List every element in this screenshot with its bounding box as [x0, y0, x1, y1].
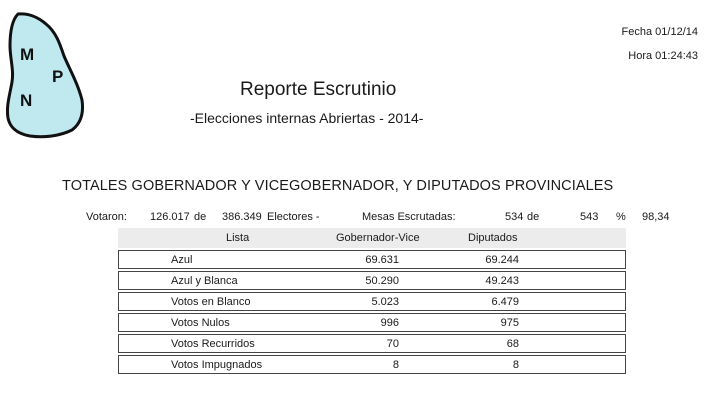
table-row [118, 250, 626, 269]
gobernador-cell: 70 [386, 338, 399, 350]
percent-symbol: % [616, 211, 626, 223]
diputados-cell: 975 [500, 317, 519, 329]
province-map-icon [4, 10, 86, 140]
lista-cell: Votos en Blanco [171, 296, 251, 308]
logo-shape [7, 14, 82, 137]
votaron-value: 126.017 [150, 211, 190, 223]
electores-label: Electores - [267, 211, 320, 223]
mpn-logo [4, 10, 86, 140]
percent-value: 98,34 [642, 211, 670, 223]
table-row [118, 334, 626, 353]
logo-letter-n: N [20, 91, 33, 110]
page-title: Reporte Escrutinio [240, 79, 397, 100]
diputados-cell: 49.243 [485, 275, 519, 287]
mesas-label: Mesas Escrutadas: [362, 211, 456, 223]
column-header-gobernador: Gobernador-Vice [336, 232, 420, 244]
electores-total-value: 386.349 [222, 211, 262, 223]
gobernador-cell: 50.290 [365, 275, 399, 287]
report-date: Fecha 01/12/14 [621, 26, 698, 38]
table-row [118, 355, 626, 374]
de-label: de [194, 211, 207, 223]
column-header-diputados: Diputados [468, 232, 518, 244]
diputados-cell: 6.479 [491, 296, 519, 308]
column-header-lista: Lista [226, 232, 250, 244]
table-header [118, 228, 626, 248]
diputados-cell: 8 [512, 359, 519, 371]
table-row [118, 271, 626, 290]
gobernador-cell: 69.631 [365, 254, 399, 266]
lista-cell: Votos Recurridos [171, 338, 255, 350]
mesas-value: 534 [505, 211, 524, 223]
gobernador-cell: 996 [380, 317, 399, 329]
diputados-cell: 69.244 [485, 254, 519, 266]
diputados-cell: 68 [506, 338, 519, 350]
logo-letter-p: P [52, 67, 64, 86]
lista-cell: Azul [171, 254, 193, 266]
section-title: TOTALES GOBERNADOR Y VICEGOBERNADOR, Y DIPUTADOS PROVINCIALES [62, 178, 614, 194]
table-row [118, 292, 626, 311]
table-row [118, 313, 626, 332]
votaron-label: Votaron: [86, 211, 127, 223]
page-subtitle: -Elecciones internas Abriertas - 2014- [190, 110, 424, 126]
mesas-total-value: 543 [580, 211, 599, 223]
lista-cell: Votos Nulos [171, 317, 230, 329]
gobernador-cell: 5.023 [371, 296, 399, 308]
logo-letter-m: M [20, 45, 35, 64]
lista-cell: Azul y Blanca [171, 275, 238, 287]
gobernador-cell: 8 [392, 359, 399, 371]
lista-cell: Votos Impugnados [171, 359, 263, 371]
report-time: Hora 01:24:43 [628, 50, 698, 62]
de-label-2: de [527, 211, 540, 223]
